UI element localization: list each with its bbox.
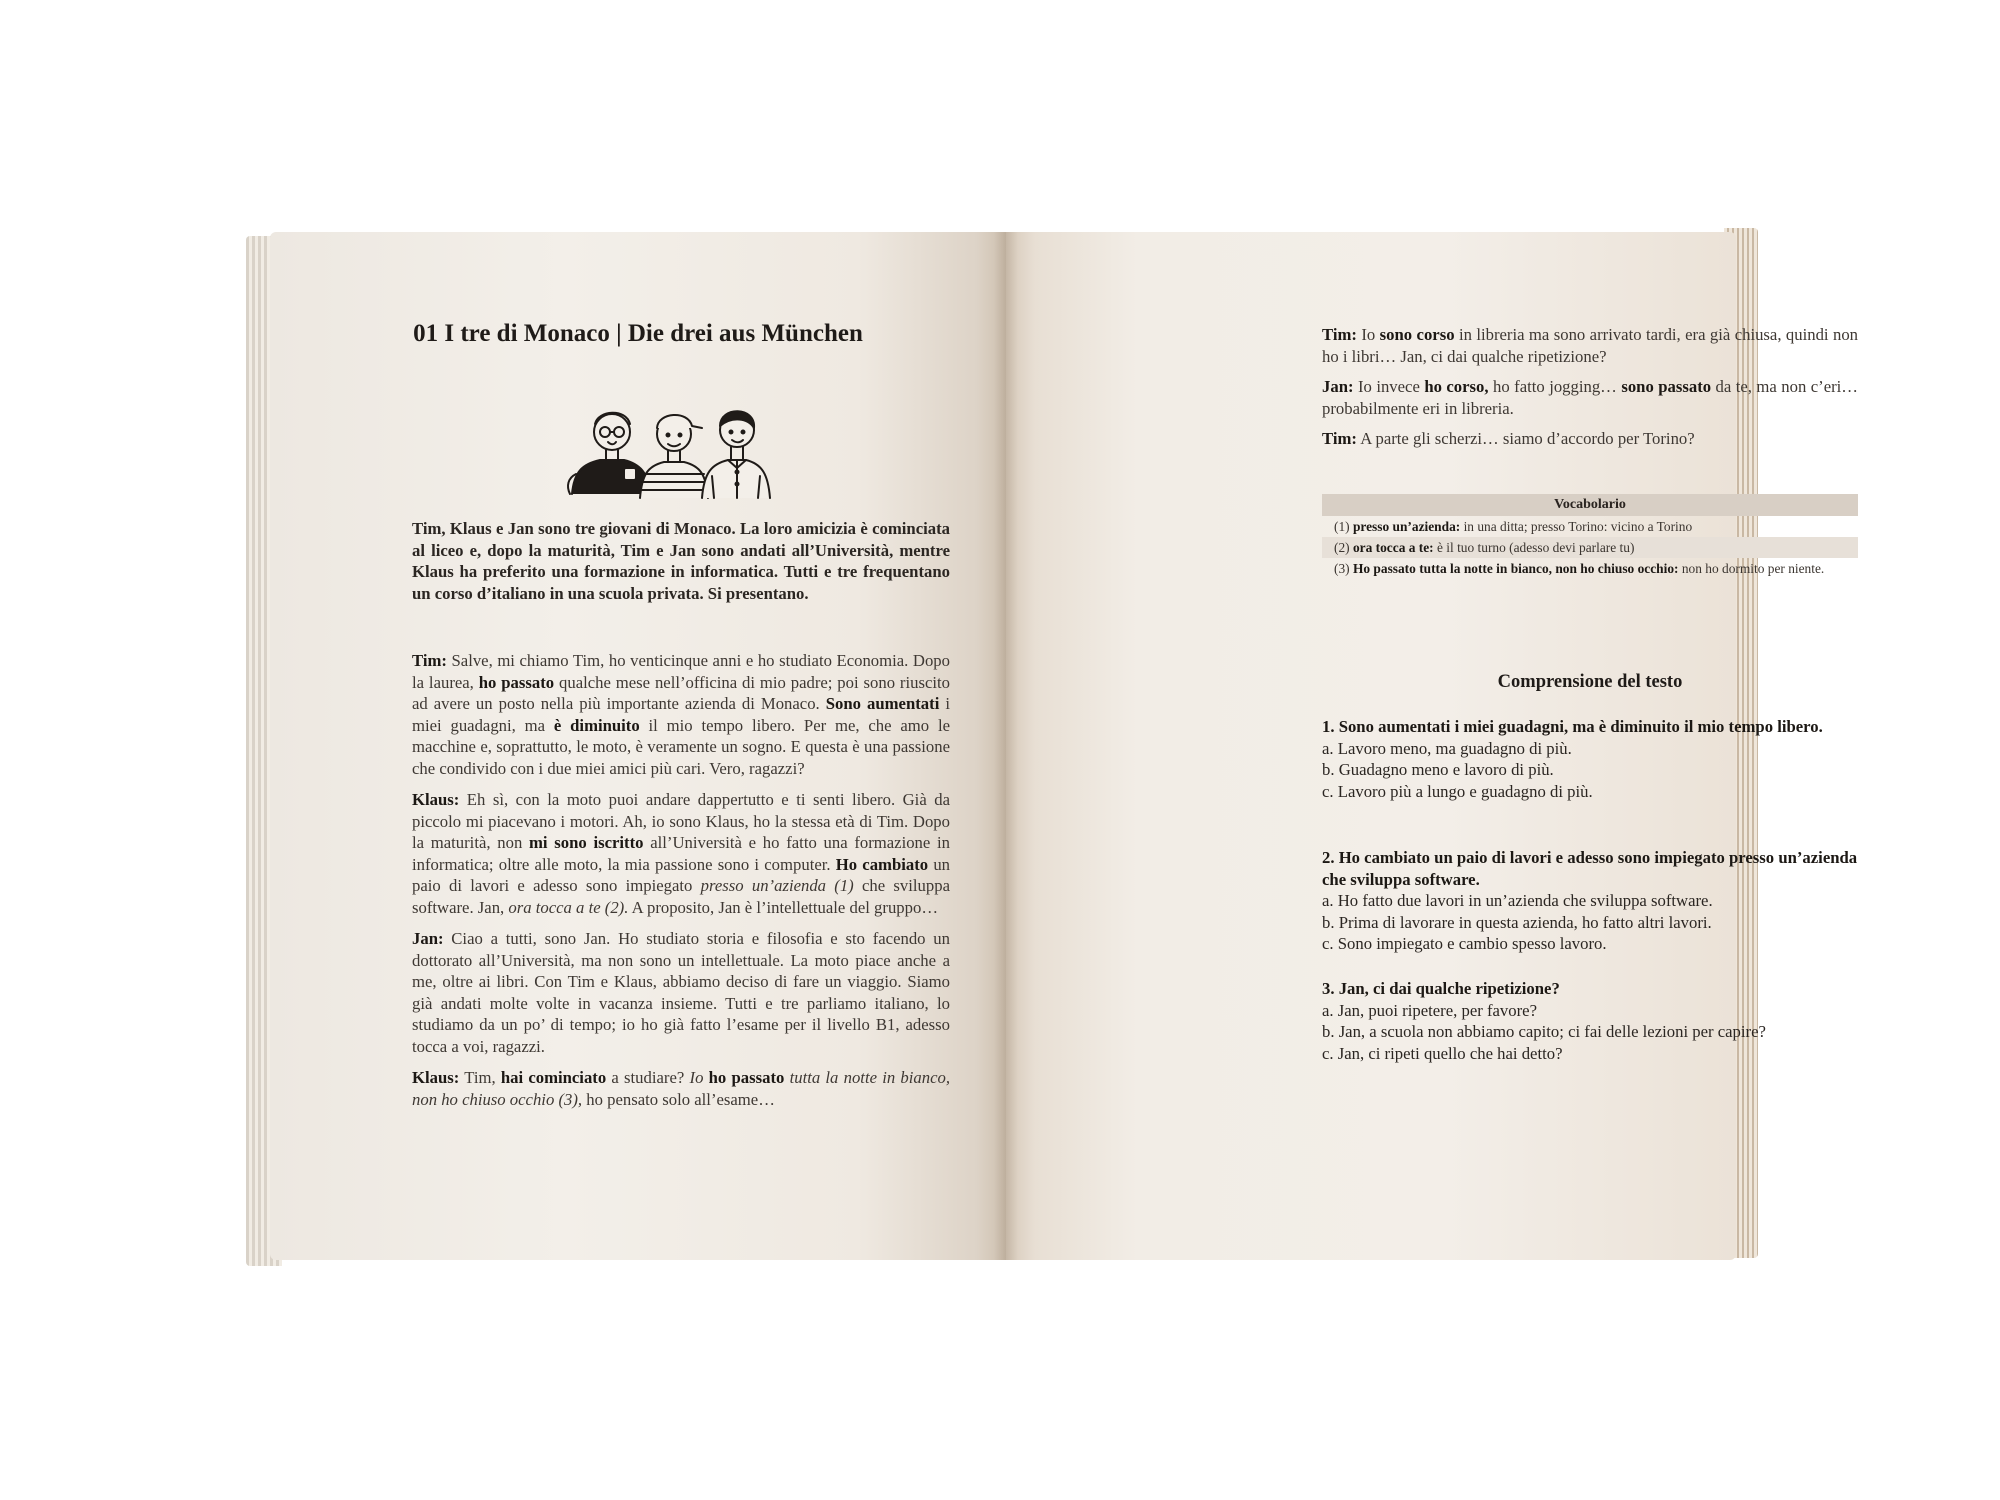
dialog-text: ho pensato solo all’esame… (582, 1089, 775, 1109)
vocab-definition: non ho dormito per niente. (1678, 561, 1825, 576)
answer-option: b. Jan, a scuola non abbiamo capito; ci fai delle lezioni per capire? (1322, 1022, 1766, 1041)
dialog-text: Tim, (459, 1068, 501, 1087)
vocab-number: (3) (1334, 561, 1353, 576)
question-1 (1322, 716, 1858, 802)
dialog-text: a studiare? (606, 1068, 690, 1087)
dialog-text: Ciao a tutti, sono Jan. Ho studiato storia e filosofia e sto facendo un dottorato all’Università, ma non sono un intellettuale. La moto piace anche a me, oltre ai libri. Con Tim e Klaus, abbiamo deciso di fare un viaggio. Siamo già andati molte volte in vacanza insieme. Tutti e tre parliamo italiano, lo studiamo da un po’ di tempo; io ho già fatto l’esame per il livello B1, adesso tocca a voi, ragazzi. (412, 929, 950, 1056)
answer-option: b. Guadagno meno e lavoro di più. (1322, 760, 1554, 779)
answer-option: a. Jan, puoi ripetere, per favore? (1322, 1000, 1537, 1020)
dialog-tim-3 (1322, 428, 1858, 450)
verb-highlight: Sono aumentati (825, 694, 940, 713)
dialog-text: A parte gli scherzi… siamo d’accordo per Torino? (1356, 429, 1695, 448)
answer-option: c. Jan, ci ripeti quello che hai detto? (1322, 1043, 1563, 1063)
dialog-text: qualche mese nell’officina di mio padre; poi sono riuscito ad avere un posto nella più importante azienda di Monaco. (412, 672, 950, 713)
dialog-text: ho fatto jogging… (1488, 377, 1622, 396)
speaker-label: Klaus: (412, 790, 460, 809)
vocab-reference: ora tocca a te (2). (508, 897, 629, 917)
dialog-klaus-2 (412, 1067, 950, 1110)
right-page (1006, 232, 1859, 1260)
speaker-label: Tim: (1322, 325, 1357, 344)
book-gutter (994, 232, 1018, 1260)
intro-text: Tim, Klaus e Jan sono tre giovani di Monaco. La loro amicizia è cominciata al liceo e, dopo la maturità, Tim e Jan sono andati all’Università, mentre Klaus ha preferito una formazione in informatica. Tutti e tre frequentano un corso d’italiano in una scuola privata. Si presentano. (412, 519, 950, 603)
dialog-text: A proposito, Jan è l’intellettuale del gruppo… (628, 897, 939, 917)
speaker-label: Klaus: (412, 1068, 460, 1087)
comprehension-title: Comprensione del testo (1497, 672, 1683, 692)
verb-highlight: hai cominciato (500, 1068, 607, 1087)
verb-highlight: Ho cambiato (835, 854, 929, 874)
vocabulary-title: Vocabolario (1322, 494, 1858, 516)
vocab-number: (2) (1334, 540, 1353, 555)
answer-option: c. Lavoro più a lungo e guadagno di più. (1322, 781, 1593, 801)
dialog-block (412, 650, 950, 1120)
three-friends-illustration (552, 394, 772, 500)
verb-highlight: mi sono iscritto (529, 833, 644, 852)
answer-option: c. Sono impiegato e cambio spesso lavoro. (1322, 934, 1607, 953)
chapter-title: 01 I tre di Monaco | Die drei aus München (413, 320, 863, 347)
vocabulary-item (1322, 516, 1858, 537)
answer-option: a. Lavoro meno, ma guadagno di più. (1322, 738, 1572, 758)
dialog-text: Salve, mi chiamo Tim, ho venticinque anni e ho studiato Economia. Dopo la laurea, (412, 651, 950, 692)
dialog-jan-2 (1322, 376, 1858, 419)
vocab-term: Ho passato tutta la notte in bianco, non ho chiuso occhio: (1352, 561, 1679, 576)
speaker-label: Tim: (1322, 429, 1357, 448)
dialog-text: i miei guadagni, ma (412, 694, 950, 735)
question-text: 2. Ho cambiato un paio di lavori e adesso sono impiegato presso un’azienda che sviluppa software. (1322, 848, 1858, 889)
intro-paragraph (412, 518, 950, 614)
vocab-number: (1) (1334, 519, 1353, 534)
verb-highlight: sono corso (1379, 325, 1455, 344)
speaker-label: Tim: (412, 651, 447, 670)
dialog-klaus (412, 789, 950, 918)
dialog-text: Eh sì, con la moto puoi andare dappertutto e ti senti libero. Già da piccolo mi piacevano i motori. Ah, io sono Klaus, ho la stessa età di Tim. Dopo la maturità, non (412, 790, 950, 852)
dialog-tim-2 (1322, 324, 1858, 367)
dialog-text: che sviluppa software. Jan, (412, 876, 950, 917)
vocabulary-box (1322, 494, 1858, 579)
dialog-text: Io (1356, 325, 1380, 344)
vocab-term: ora tocca a te: (1352, 540, 1434, 555)
question-2 (1322, 847, 1858, 955)
open-book (246, 228, 1859, 1268)
verb-highlight: ho corso, (1424, 377, 1489, 396)
question-3 (1322, 978, 1858, 1064)
dialog-text: all’Università e ho fatto una formazione in informatica; oltre alle moto, la mia passione sono i computer. (412, 833, 951, 874)
dialog-jan (412, 928, 950, 1057)
dialog-text: il mio tempo libero. Per me, che amo le macchine e, soprattutto, le moto, è veramente un sogno. E questa è una passione che condivido con i due miei amici più cari. Vero, ragazzi? (412, 715, 950, 778)
verb-highlight: ho passato (703, 1068, 785, 1087)
vocab-reference: presso un’azienda (1) (700, 876, 854, 895)
vocab-definition: in una ditta; presso Torino: vicino a Torino (1460, 519, 1693, 534)
vocab-reference: tutta la notte in bianco, non ho chiuso occhio (3), (412, 1068, 951, 1109)
left-page (270, 232, 1006, 1260)
vocab-definition: è il tuo turno (adesso devi parlare tu) (1433, 540, 1635, 555)
question-text: 1. Sono aumentati i miei guadagni, ma è diminuito il mio tempo libero. (1322, 717, 1823, 736)
dialog-text: da te, ma non c’eri… probabilmente eri in libreria. (1322, 377, 1858, 418)
verb-highlight: ho passato (478, 672, 555, 692)
dialog-tim (412, 650, 950, 779)
verb-highlight: sono passato (1621, 377, 1712, 396)
dialog-text: un paio di lavori e adesso sono impiegato (412, 854, 951, 895)
vocabulary-item (1322, 537, 1858, 558)
speaker-label: Jan: (1322, 377, 1354, 396)
dialog-text: Io invece (1353, 377, 1425, 396)
verb-highlight: è diminuito (553, 715, 640, 735)
vocabulary-item (1322, 558, 1858, 579)
dialog-text: in libreria ma sono arrivato tardi, era già chiusa, quindi non ho i libri… Jan, ci dai qualche ripetizione? (1322, 325, 1859, 366)
answer-option: a. Ho fatto due lavori in un’azienda che sviluppa software. (1322, 891, 1713, 910)
speaker-label: Jan: (412, 929, 444, 948)
dialog-continued (1322, 324, 1858, 459)
vocab-term: presso un’azienda: (1352, 519, 1461, 534)
question-text: 3. Jan, ci dai qualche ripetizione? (1322, 979, 1560, 998)
answer-option: b. Prima di lavorare in questa azienda, ho fatto altri lavori. (1322, 912, 1712, 932)
vocab-reference: Io (689, 1068, 704, 1087)
